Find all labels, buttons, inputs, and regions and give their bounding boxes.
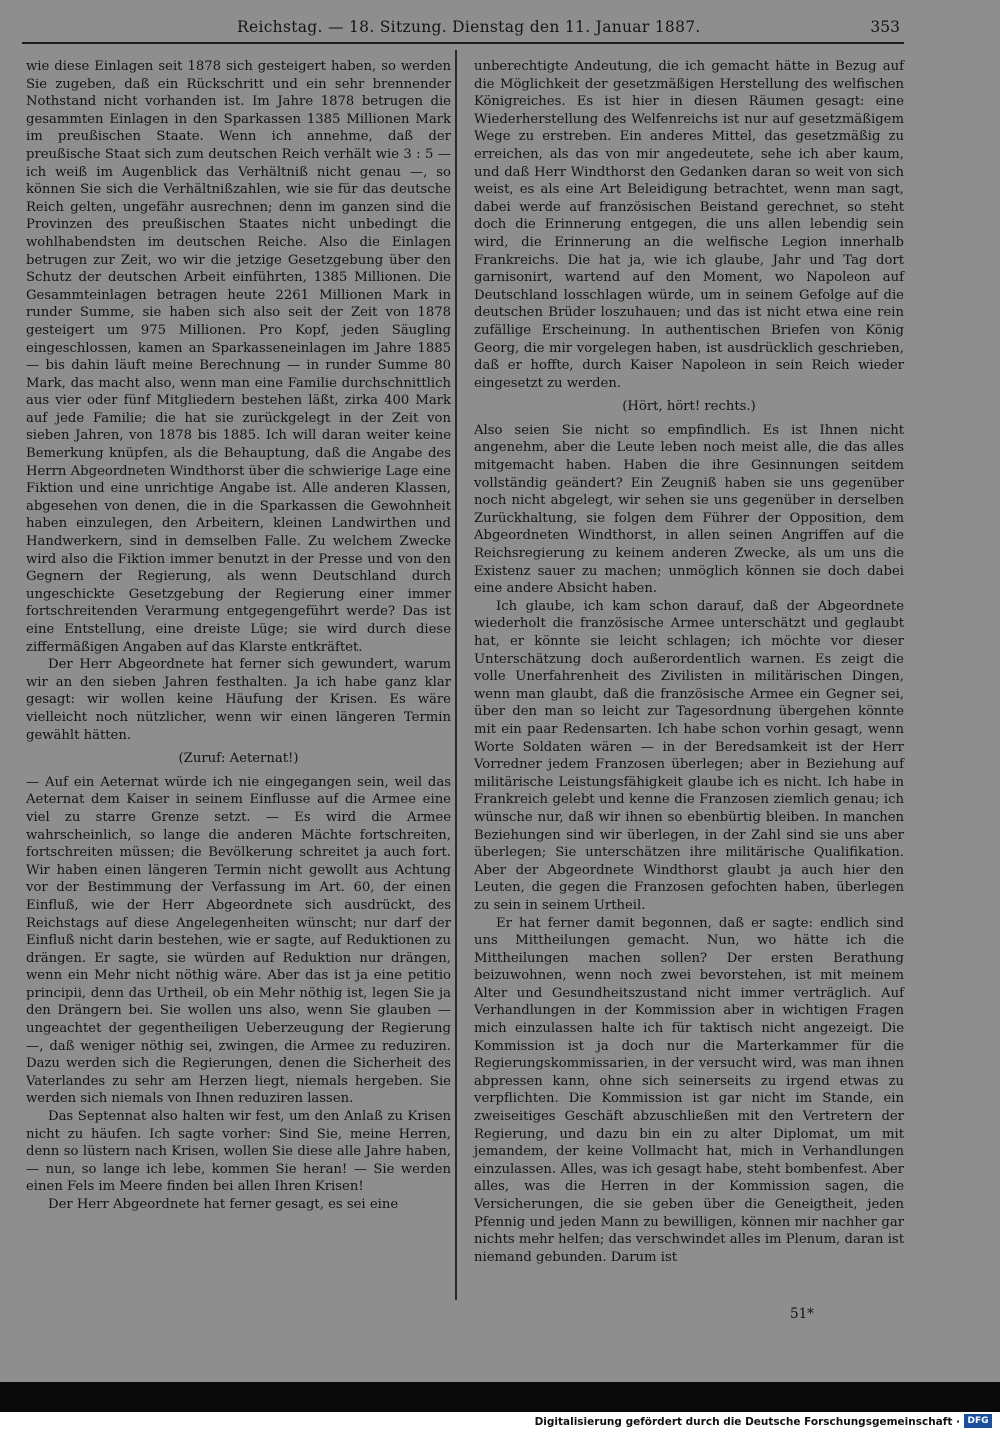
left-column <box>26 58 451 1214</box>
interjection: (Zuruf: Aeternat!) <box>178 751 299 767</box>
signature-mark: 51* <box>790 1306 814 1322</box>
page-header <box>22 14 904 44</box>
paragraph: wie diese Einlagen seit 1878 sich gesteigert haben, so werden Sie zugeben, daß ein Rückschritt und ein sehr brennender Nothstand nicht vorhanden ist. Im Jahre 1878 betrugen die gesammten Einlagen in den Sparkassen 1385 Millionen Mark im preußischen Staate. Wenn ich annehme, daß der preußische Staat sich zum deutschen Reich verhält wie 3 : 5 — ich weiß im Augenblick das Verhältniß nicht genau —, so können Sie sich die Verhältnißzahlen, wie sie für das deutsche Reich gelten, ungefähr ausrechnen; denn im ganzen sind die Provinzen des preußischen Staates nicht unbedingt die wohlhabendsten im deutschen Reiche. Also die Einlagen betrugen zur Zeit, wo wir die jetzige Gesetzgebung über den Schutz der deutschen Arbeit einführten, 1385 Millionen. Die Gesammteinlagen betragen heute 2261 Millionen Mark in runder Summe, sie haben sich also seit der Zeit von 1878 gesteigert um 975 Millionen. Pro Kopf, jeden Säugling eingeschlossen, kamen an Sparkasseneinlagen im Jahre 1885 — bis dahin läuft meine Berechnung — in runder Summe 80 Mark, das macht also, wenn man eine Familie durchschnittlich aus vier oder fünf Mitgliedern bestehen läßt, zirka 400 Mark auf jede Familie; die hat sie zurückgelegt in der Zeit von sieben Jahren, von 1878 bis 1885. Ich will daran weiter keine Bemerkung knüpfen, als die Behauptung, daß die Angabe des Herrn Abgeordneten Windthorst über die schwierige Lage eine Fiktion und eine unrichtige Angabe ist. Alle anderen Klassen, abgesehen von denen, die in die Sparkassen die Gewohnheit haben einzulegen, den Arbeitern, kleinen Landwirthen und Handwerkern, sind in demselben Falle. Zu welchem Zwecke wird also die Fiktion immer benutzt in der Presse und von den Gegnern der Regierung, als wenn Deutschland durch ungeschickte Gesetzgebung der Regierung einer immer fortschreitenden Verarmung entgegengeführt werde? Das ist eine Entstellung, eine dreiste Lüge; sie wird durch diese ziffermäßigen Angaben auf das Klarste entkräftet. <box>26 59 451 655</box>
paragraph: Ich glaube, ich kam schon darauf, daß der Abgeordnete wiederholt die französische Armee unterschätzt und geglaubt hat, er könnte sie leicht schlagen; ich möchte vor dieser Unterschätzung doch außerordentlich warnen. Es zeigt die volle Unerfahrenheit des Zivilisten in militärischen Dingen, wenn man glaubt, daß die französische Armee ein Gegner sei, über den man so leicht zur Tagesordnung übergehen könnte mit ein paar Redensarten. Ich habe schon vorhin gesagt, wenn Worte Soldaten wären — in der Beredsamkeit ist der Herr Vorredner jedem Franzosen überlegen; aber in Beziehung auf militärische Leistungsfähigkeit glaube ich es nicht. Ich habe in Frankreich gelebt und kenne die Franzosen ziemlich genau; ich wünsche nur, daß wir ihnen so ebenbürtig bleiben. In manchen Beziehungen sind wir überlegen, in der Zahl sind sie uns aber überlegen; Sie unterschätzen ihre militärische Qualifikation. Aber der Abgeordnete Windthorst glaubt ja auch hier den Leuten, die gegen die Franzosen gefochten haben, überlegen zu sein in seinem Urtheil. <box>474 598 904 913</box>
page-number: 353 <box>870 18 900 36</box>
column-divider <box>455 50 457 1300</box>
paragraph: unberechtigte Andeutung, die ich gemacht hätte in Bezug auf die Möglichkeit der gesetzmäßigen Herstellung des welfischen Königreiches. Es ist hier in diesen Räumen gesagt: eine Wiederherstellung des Welfenreichs ist nur auf gesetzmäßigem Wege zu erstreben. Ein anderes Mittel, das gesetzmäßig zu erreichen, als das von mir angedeutete, sehe ich aber kaum, und daß Herr Windthorst den Gedanken daran so weit von sich weist, es als eine Art Beleidigung betrachtet, wenn man sagt, dabei werde auf französischen Beistand gerechnet, so steht doch die Erinnerung entgegen, die uns allen lebendig sein wird, die Erinnerung an die welfische Legion innerhalb Frankreichs. Die hat ja, wie ich glaube, Jahr und Tag dort garnisonirt, wartend auf den Moment, wo Napoleon auf Deutschland losschlagen würde, um in seinem Gefolge auf die deutschen Brüder loszuhauen; und das ist nicht etwa eine rein zufällige Erscheinung. In authentischen Briefen von König Georg, die mir vorgelegen haben, ist ausdrücklich geschrieben, daß er hoffte, durch Kaiser Napoleon in sein Reich wieder eingesetzt zu werden. <box>474 59 904 391</box>
paragraph: — Auf ein Aeternat würde ich nie eingegangen sein, weil das Aeternat dem Kaiser in seinem Einflusse auf die Armee eine viel zu starre Grenze setzt. — Es wird die Armee wahrscheinlich, so lange die anderen Mächte fortschreiten, fortschreiten müssen; die Bevölkerung schreitet ja auch fort. Wir haben einen längeren Termin nicht gewollt aus Achtung vor der Bestimmung der Verfassung im Art. 60, der einen Einfluß, wie der Herr Abgeordnete sich ausdrückt, des Reichstags auf diese Angelegenheiten wünscht; nur darf der Einfluß nicht darin bestehen, wie er sagte, auf Reduktionen zu drängen. Er sagte, sie würden auf Reduktion nur drängen, wenn ein Mehr nicht nöthig wäre. Aber das ist ja eine petitio principii, denn das Urtheil, ob ein Mehr nöthig ist, legen Sie ja den Drängern bei. Sie wollen uns also, wenn Sie glauben — ungeachtet der gegentheiligen Ueberzeugung der Regierung —, daß weniger nöthig sei, zwingen, die Armee zu reduziren. Dazu werden sich die Regierungen, denen die Sicherheit des Vaterlandes zu sehr am Herzen liegt, niemals hergeben. Sie werden sich niemals von Ihnen reduziren lassen. <box>26 774 451 1107</box>
dfg-logo: DFG <box>964 1414 992 1428</box>
running-title: Reichstag. — 18. Sitzung. Dienstag den 11. Januar 1887. <box>237 18 701 36</box>
paragraph: Er hat ferner damit begonnen, daß er sagte: endlich sind uns Mittheilungen gemacht. Nun, wo hätte ich die Mittheilungen machen sollen? Der ersten Berathung beizuwohnen, wenn noch zwei bevorstehen, ist mit meinem Alter und Gesundheitszustand nicht immer verträglich. Auf Verhandlungen in der Kommission aber in wichtigen Fragen mich einzulassen halte ich für taktisch nicht angezeigt. Die Kommission ist ja doch nur die Marterkammer für die Regierungskommissarien, in der versucht wird, was man ihnen abpressen kann, ohne sich seinerseits zu irgend etwas zu verpflichten. Die Kommission ist gar nicht im Stande, ein zweiseitiges Geschäft abzuschließen mit den Vertretern der Regierung, und dazu bin ein zu alter Diplomat, um mit jemandem, der keine Vollmacht hat, mich in Verhandlungen einzulassen. Alles, was ich gesagt habe, steht bombenfest. Aber alles, was die Herren in der Kommission sagen, die Versicherungen, die sie geben über die Geneigtheit, jeden Pfennig und jeden Mann zu bewilligen, können mir nachher gar nichts mehr helfen; das verschwindet alles im Plenum, daran ist niemand gebunden. Darum ist <box>474 915 904 1265</box>
paragraph: Der Herr Abgeordnete hat ferner gesagt, es sei eine <box>48 1197 399 1212</box>
right-column <box>474 58 904 1266</box>
paragraph: Der Herr Abgeordnete hat ferner sich gewundert, warum wir an den sieben Jahren festhalten. Ja ich habe ganz klar gesagt: wir wollen keine Häufung der Krisen. Es wäre vielleicht noch nützlicher, wenn wir einen längeren Termin gewählt hätten. <box>26 657 451 743</box>
scan-border <box>0 1382 1000 1412</box>
interjection: (Hört, hört! rechts.) <box>622 399 756 415</box>
paragraph: Also seien Sie nicht so empfindlich. Es ist Ihnen nicht angenehm, aber die Leute leben noch meist alle, die das alles mitgemacht haben. Haben die ihre Gesinnungen seitdem vollständig geändert? Ein Zeugniß haben sie uns gegenüber noch nicht abgelegt, wir sehen sie uns gegenüber in derselben Zurückhaltung, sie folgen dem Führer der Opposition, dem Abgeordneten Windthorst, in allen seinen Angriffen auf die Reichsregierung zu keinem anderen Zwecke, als um uns die Existenz sauer zu machen; unmöglich können sie doch dabei eine andere Absicht haben. <box>474 422 904 597</box>
paragraph: Das Septennat also halten wir fest, um den Anlaß zu Krisen nicht zu häufen. Ich sagte vorher: Sind Sie, meine Herren, denn so lüstern nach Krisen, wollen Sie diese alle Jahre haben, — nun, so lange ich lebe, kommen Sie heran! — Sie werden einen Fels im Meere finden bei allen Ihren Krisen! <box>26 1109 451 1195</box>
digitization-credit: Digitalisierung gefördert durch die Deutsche Forschungsgemeinschaft · <box>534 1416 960 1428</box>
